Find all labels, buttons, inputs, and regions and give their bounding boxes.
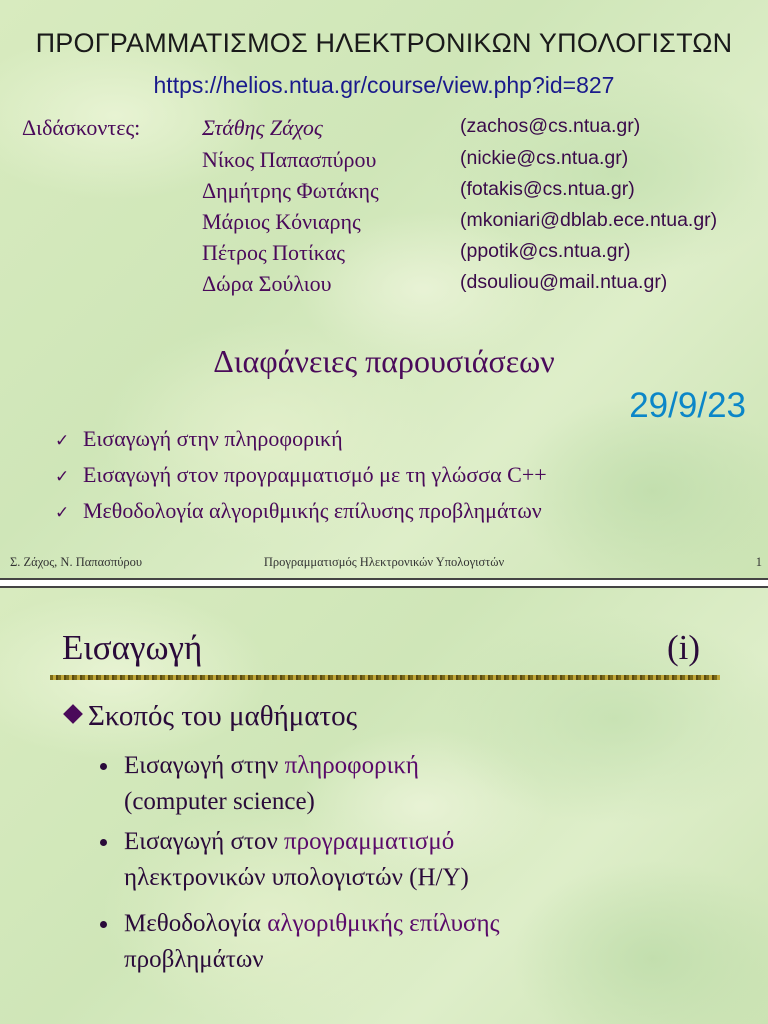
instructor-row <box>0 115 768 147</box>
slide-date: 29/9/23 <box>629 386 746 425</box>
item-continuation: (computer science) <box>124 788 315 815</box>
footer-authors: Σ. Ζάχος, Ν. Παπασπύρου <box>10 555 143 569</box>
list-item <box>104 748 419 820</box>
checklist-item <box>55 498 547 534</box>
checklist-item-label: Εισαγωγή στον προγραμματισμό με τη γλώσσα C++ <box>83 462 547 487</box>
instructor-row <box>0 240 768 272</box>
checklist-item-label: Μεθοδολογία αλγοριθμικής επίλυσης προβλημάτων <box>83 498 542 523</box>
instructor-name: Πέτρος Ποτίκας <box>202 240 345 265</box>
slide-section-number: (i) <box>666 628 700 667</box>
course-url-link[interactable]: https://helios.ntua.gr/course/view.php?id=827 <box>153 72 615 98</box>
footer-page-number: 1 <box>755 555 762 569</box>
instructor-name: Στάθης Ζάχος <box>202 115 323 140</box>
instructor-email: (nickie@cs.ntua.gr) <box>460 147 629 169</box>
main-point-label: Σκοπός του μαθήματος <box>88 700 358 732</box>
checklist-item-label: Εισαγωγή στην πληροφορική <box>83 426 343 451</box>
bullet-dot-icon <box>100 839 107 846</box>
course-title: ΠΡΟΓΡΑΜΜΑΤΙΣΜΟΣ ΗΛΕΚΤΡΟΝΙΚΩΝ ΥΠΟΛΟΓΙΣΤΩΝ <box>35 28 733 58</box>
instructor-email: (mkoniari@dblab.ece.ntua.gr) <box>460 209 718 231</box>
item-prefix: Εισαγωγή στην <box>124 752 285 779</box>
title-underline <box>50 675 720 680</box>
instructor-row <box>0 147 768 179</box>
item-continuation: ηλεκτρονικών υπολογιστών (Η/Υ) <box>124 864 469 891</box>
bullet-dot-icon <box>100 763 107 770</box>
slides-heading: Διαφάνειες παρουσιάσεων <box>213 343 555 379</box>
instructor-email: (dsouliou@mail.ntua.gr) <box>460 271 668 293</box>
instructors-label: Διδάσκοντες: <box>22 115 141 140</box>
bullet-dot-icon <box>100 921 107 928</box>
item-highlight: πληροφορική <box>284 752 419 779</box>
instructor-email: (zachos@cs.ntua.gr) <box>460 115 641 137</box>
slide-divider <box>0 578 768 588</box>
item-continuation: προβλημάτων <box>124 946 264 973</box>
instructor-name: Μάριος Κόνιαρης <box>202 209 361 234</box>
item-prefix: Εισαγωγή στον <box>124 828 285 855</box>
instructor-name: Δημήτρης Φωτάκης <box>202 178 379 203</box>
item-prefix: Μεθοδολογία <box>124 910 268 937</box>
slide-2 <box>0 588 768 1024</box>
list-item <box>104 906 499 978</box>
item-highlight: αλγοριθμικής επίλυσης <box>267 910 500 937</box>
instructor-row <box>0 271 768 303</box>
checklist-item <box>55 426 547 462</box>
instructor-email: (fotakis@cs.ntua.gr) <box>460 178 635 200</box>
diamond-bullet-icon <box>63 704 83 724</box>
instructor-row <box>0 209 768 241</box>
checklist-item <box>55 462 547 498</box>
footer-course: Προγραμματισμός Ηλεκτρονικών Υπολογιστών <box>263 555 505 569</box>
main-point <box>66 700 357 733</box>
instructor-name: Νίκος Παπασπύρου <box>202 147 377 172</box>
checkmark-icon: ✓ <box>55 431 70 450</box>
slide-title: Εισαγωγή <box>62 628 203 667</box>
instructor-row <box>0 178 768 210</box>
topic-checklist <box>55 426 547 534</box>
instructor-email: (ppotik@cs.ntua.gr) <box>460 240 631 262</box>
list-item <box>104 824 469 896</box>
checkmark-icon: ✓ <box>55 503 70 522</box>
item-highlight: προγραμματισμό <box>284 828 455 855</box>
checkmark-icon: ✓ <box>55 467 70 486</box>
instructor-name: Δώρα Σούλιου <box>202 271 332 296</box>
